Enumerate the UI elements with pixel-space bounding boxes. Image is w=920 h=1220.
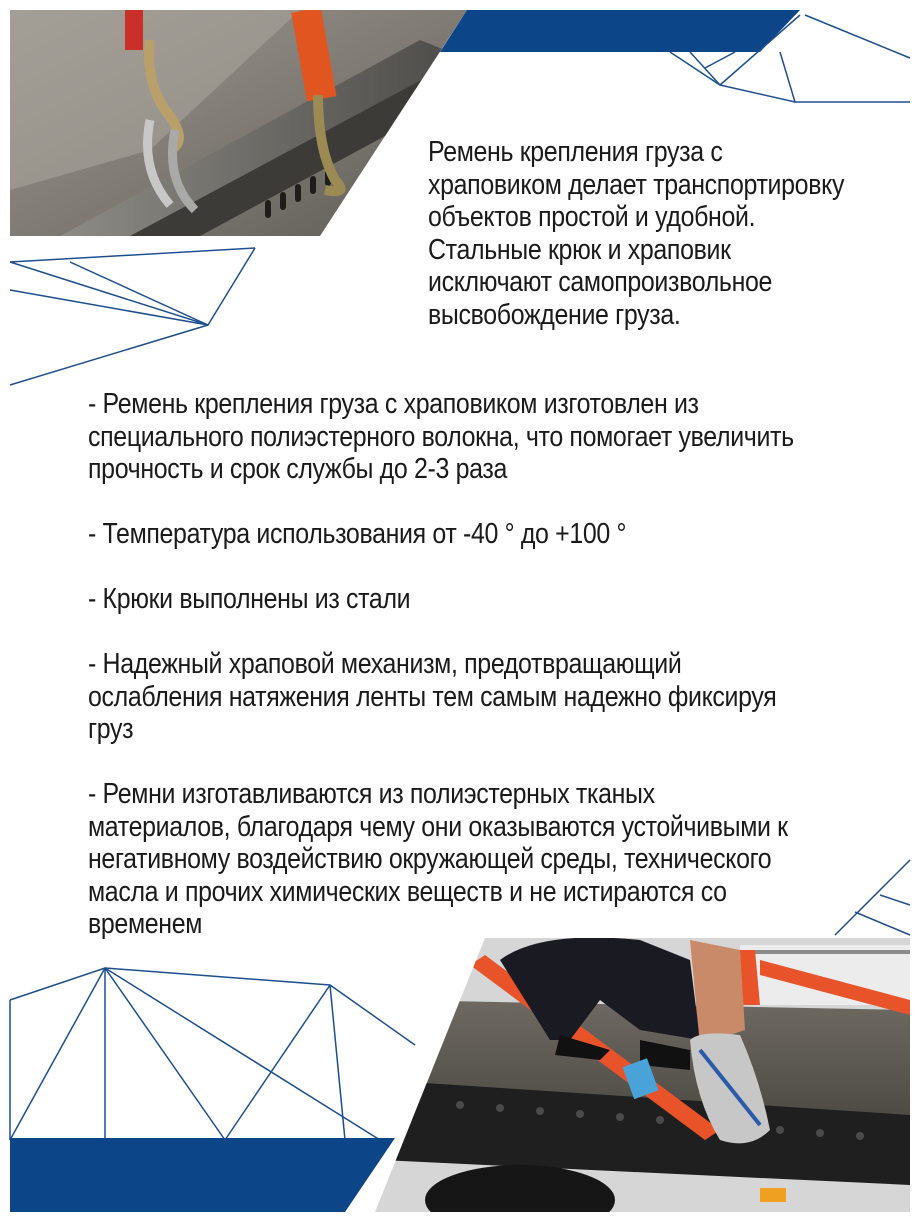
feature-line: - Ремни изготавливаются из полиэстерных тканых <box>88 778 655 810</box>
feature-line: прочность и срок службы до 2-3 раза <box>88 453 507 485</box>
feature-item-durability <box>88 778 862 941</box>
feature-line: материалов, благодаря чему они оказываются устойчивыми к <box>88 810 788 843</box>
feature-item-hooks <box>88 583 862 616</box>
feature-item-temperature <box>88 518 862 551</box>
feature-list <box>88 388 862 973</box>
intro-line: высвобождение груза. <box>428 298 681 331</box>
feature-line: - Температура использования от -40 ° до +100 ° <box>88 518 627 550</box>
feature-line: - Крюки выполнены из стали <box>88 583 411 615</box>
feature-line: временем <box>88 908 203 940</box>
bottom-photo-worker <box>370 938 915 1220</box>
feature-line: - Надежный храповой механизм, предотвращающий <box>88 648 682 680</box>
feature-line: груз <box>88 713 134 745</box>
intro-paragraph <box>428 136 858 331</box>
top-photo-hooks <box>10 7 470 240</box>
feature-line: специального полиэстерного волокна, что помогает увеличить <box>88 420 794 453</box>
intro-line: объектов простой и удобной. <box>428 201 756 233</box>
intro-line: Стальные крюк и храповик <box>428 233 731 266</box>
feature-line: негативному воздействию окружающей среды, технического <box>88 843 772 875</box>
intro-line: исключают самопроизвольное <box>428 266 773 298</box>
feature-line: - Ремень крепления груза с храповиком изготовлен из <box>88 388 699 420</box>
intro-line: Ремень крепления груза с <box>428 136 723 168</box>
feature-line: масла и прочих химических веществ и не истираются со <box>88 875 727 908</box>
intro-line: храповиком делает транспортировку <box>428 168 845 201</box>
feature-line: ослабления натяжения ленты тем самым надежно фиксируя <box>88 680 777 713</box>
feature-item-material <box>88 388 862 486</box>
feature-item-ratchet <box>88 648 862 746</box>
